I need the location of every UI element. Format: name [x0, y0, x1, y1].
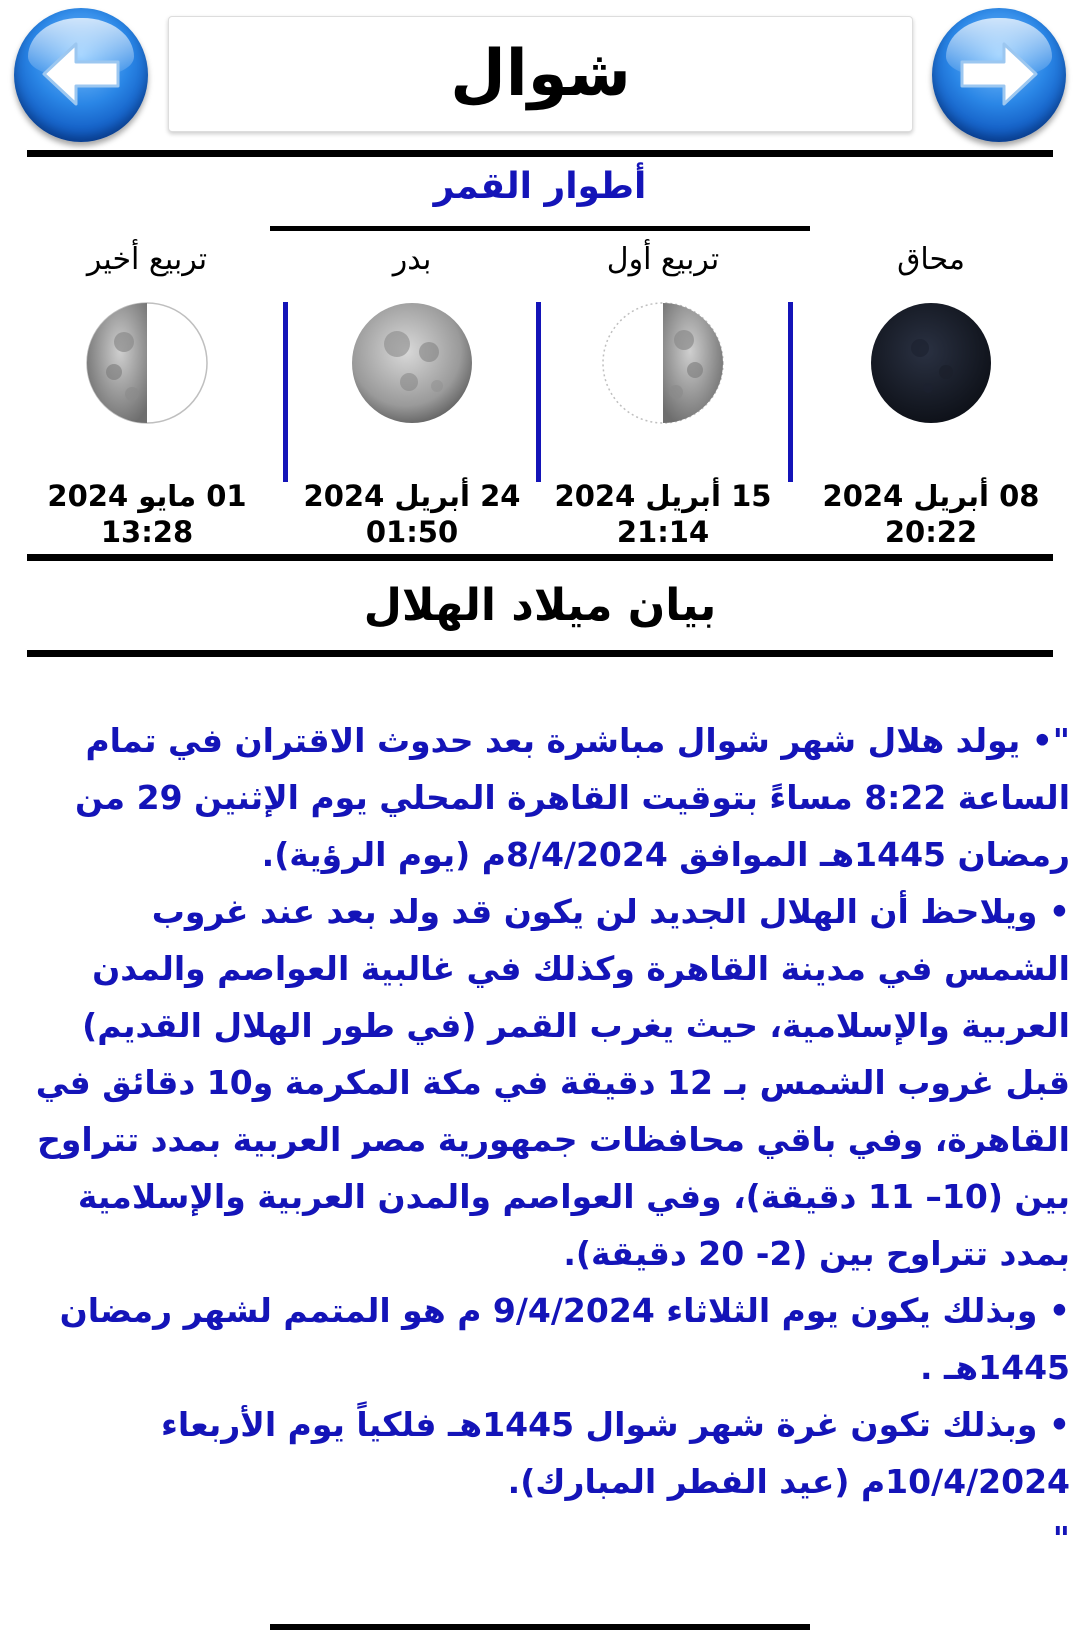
first-quarter-moon-icon: [600, 300, 726, 426]
last-quarter-moon-icon: [84, 300, 210, 426]
phase-time: 20:22: [884, 515, 978, 549]
left-arrow-icon: [14, 8, 148, 142]
statement-paragraph: ": [1052, 1519, 1070, 1558]
phase-name: بدر: [392, 242, 432, 277]
right-arrow-icon: [932, 8, 1066, 142]
phase-full-moon: [287, 238, 537, 550]
phase-new-moon: [806, 238, 1056, 550]
header-divider: [27, 150, 1053, 157]
month-title: شوال: [450, 37, 631, 111]
phase-name: تربيع أخير: [86, 242, 208, 277]
statement-title-underline: [27, 650, 1053, 657]
phase-name: تربيع أول: [606, 242, 720, 277]
new-moon-icon: [868, 300, 994, 426]
phase-first-quarter: [538, 238, 788, 550]
phases-bottom-divider: [27, 554, 1053, 561]
phase-time: 13:28: [100, 515, 194, 549]
phase-date: 08 أبريل 2024: [822, 479, 1040, 513]
month-title-box: [168, 16, 913, 132]
next-button[interactable]: [932, 8, 1066, 142]
phases-heading-underline: [270, 226, 810, 231]
phase-date: 01 مايو 2024: [47, 479, 247, 513]
phase-divider: [788, 302, 793, 482]
statement-title: بيان ميلاد الهلال: [363, 580, 717, 631]
back-button[interactable]: [14, 8, 148, 142]
statement-paragraph: "• يولد هلال شهر شوال مباشرة بعد حدوث الاقتران في تمام الساعة 8:22 مساءً بتوقيت القاهرة المحلي يوم الإثنين 29 من رمضان 1445هـ الموافق 8/4/2024م (يوم الرؤية).: [74, 721, 1070, 874]
phase-time: 01:50: [365, 515, 459, 549]
footer-divider: [270, 1624, 810, 1630]
statement-paragraph: • وبذلك يكون يوم الثلاثاء 9/4/2024 م هو المتمم لشهر رمضان 1445هـ .: [59, 1291, 1070, 1387]
phase-date: 15 أبريل 2024: [554, 479, 772, 513]
phase-name: محاق: [897, 242, 965, 277]
statement-paragraph: • وبذلك تكون غرة شهر شوال 1445هـ فلكياً يوم الأربعاء 10/4/2024م (عيد الفطر المبارك).: [161, 1405, 1070, 1501]
crescent-statement: [30, 712, 1070, 1567]
phase-divider: [283, 302, 288, 482]
phase-last-quarter: [22, 238, 272, 550]
phase-time: 21:14: [616, 515, 710, 549]
statement-paragraph: • ويلاحظ أن الهلال الجديد لن يكون قد ولد بعد عند غروب الشمس في مدينة القاهرة وكذلك في غالبية العواصم والمدن العربية والإسلامية، حيث يغرب القمر (في طور الهلال القديم) قبل غروب الشمس بـ 12 دقيقة في مكة المكرمة و10 دقائق في القاهرة، وفي باقي محافظات جمهورية مصر العربية بمدد تتراوح بين (10– 11 دقيقة)، وفي العواصم والمدن العربية والإسلامية بمدد تتراوح بين (2- 20 دقيقة).: [35, 892, 1070, 1273]
moon-phases-heading: أطوار القمر: [433, 166, 647, 207]
full-moon-icon: [349, 300, 475, 426]
phase-date: 24 أبريل 2024: [303, 479, 521, 513]
